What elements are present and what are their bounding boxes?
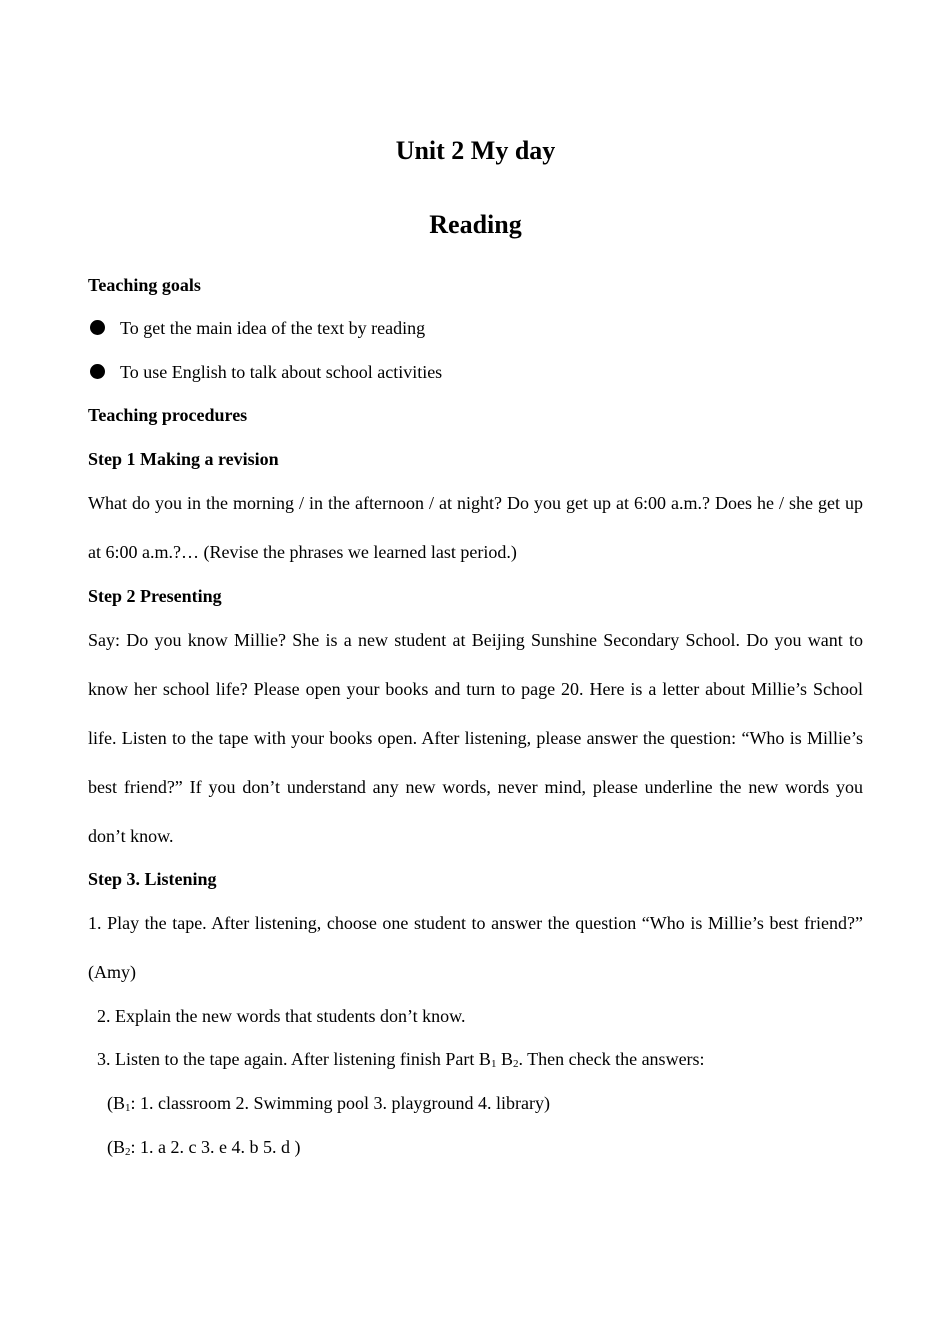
teaching-procedures-heading: Teaching procedures — [88, 405, 248, 425]
answer-b2-text: : 1. a 2. c 3. e 4. b 5. d ) — [130, 1137, 301, 1157]
step1-heading: Step 1 Making a revision — [88, 449, 279, 469]
answer-b1 — [107, 1093, 550, 1114]
answer-b2 — [107, 1137, 300, 1158]
goal-item — [88, 362, 442, 383]
step3-item-1: 1. Play the tape. After listening, choose one student to answer the question “Who is Millie’s best friend?” (Amy) — [88, 913, 863, 982]
step3-heading: Step 3. Listening — [88, 869, 217, 889]
answer-b2-prefix: (B — [107, 1137, 125, 1157]
subscript: 1 — [490, 1058, 497, 1070]
subscript: 1 — [125, 1102, 131, 1114]
bullet-icon — [90, 320, 105, 335]
answer-b1-prefix: (B — [107, 1093, 125, 1113]
subscript: 2 — [512, 1058, 519, 1070]
goal-item-text: To use English to talk about school activities — [120, 362, 443, 382]
goal-item — [88, 318, 425, 339]
step3-item-2: 2. Explain the new words that students don’t know. — [97, 1006, 466, 1026]
bullet-icon — [90, 364, 105, 379]
step3-item-3-suffix: . Then check the answers: — [518, 1049, 705, 1069]
document-subtitle: Reading — [429, 210, 522, 239]
step3-item-3-mid: B — [496, 1049, 513, 1069]
step2-heading: Step 2 Presenting — [88, 586, 222, 606]
teaching-goals-heading: Teaching goals — [88, 275, 201, 295]
subscript: 2 — [125, 1146, 131, 1158]
answer-b1-text: : 1. classroom 2. Swimming pool 3. playground 4. library) — [130, 1093, 550, 1113]
step3-item-3 — [97, 1049, 705, 1070]
step3-item-3-prefix: 3. Listen to the tape again. After listening finish Part B — [97, 1049, 491, 1069]
step2-paragraph: Say: Do you know Millie? She is a new student at Beijing Sunshine Secondary School. Do you want to know her school life? Please open your books and turn to page 20. Here is a letter about Millie’s School life. Listen to the tape with your books open. After listening, please answer the question: “Who is Millie’s best friend?” If you don’t understand any new words, never mind, please underline the new words you don’t know. — [88, 630, 863, 846]
step1-paragraph: What do you in the morning / in the afternoon / at night? Do you get up at 6:00 a.m.? Does he / she get up at 6:00 a.m.?… (Revise the phrases we learned last period.) — [88, 493, 863, 562]
document-title: Unit 2 My day — [395, 136, 556, 165]
goal-item-text: To get the main idea of the text by reading — [120, 318, 426, 338]
